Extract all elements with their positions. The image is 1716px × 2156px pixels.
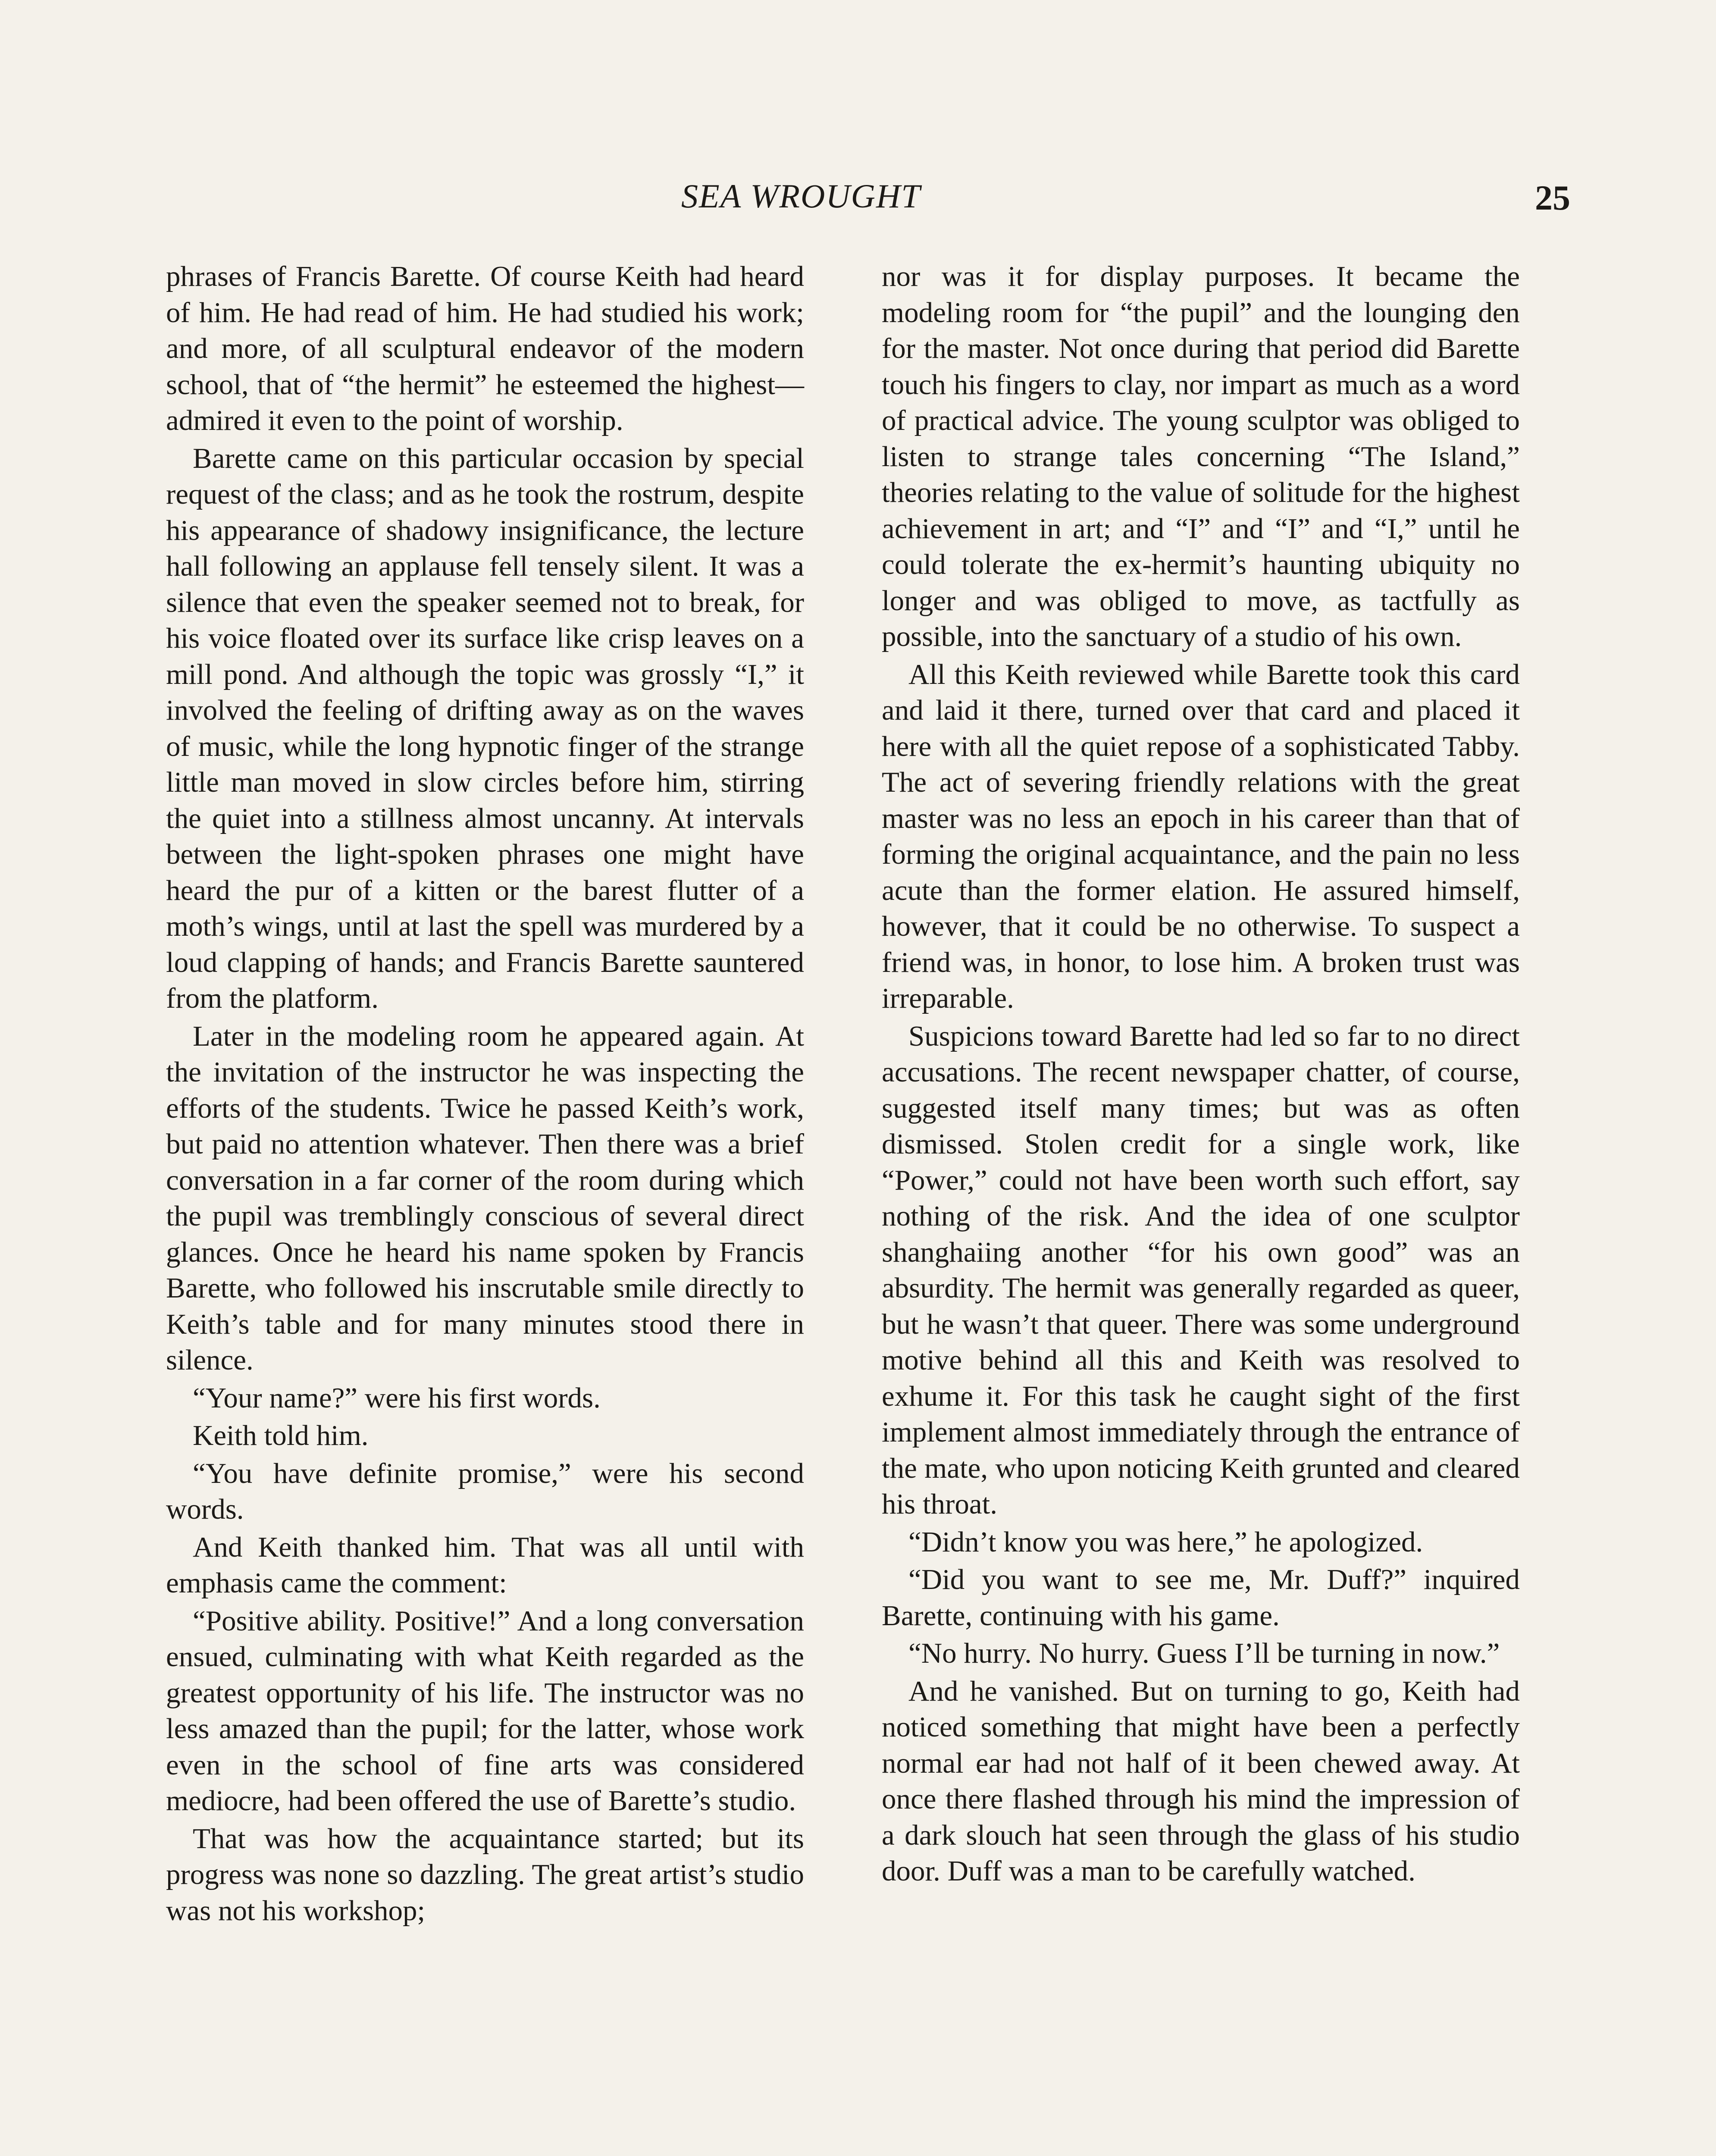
paragraph: And he vanished. But on turning to go, Keith had noticed something that might have been a perfectly normal ear had not half of it been chewed away. At once there flashed through his mind the impression of a dark slouch hat seen through the glass of his studio door. Duff was a man to be carefully watched.: [882, 1675, 1520, 1887]
right-column: [882, 259, 1520, 1891]
running-header: [0, 177, 1716, 229]
paragraph: nor was it for display purposes. It became the modeling room for “the pupil” and the lounging den for the master. Not once during that period did Barette touch his fingers to clay, nor impart as much as a word of practical advice. The young sculptor was obliged to listen to strange tales concerning “The Island,” theories relating to the value of solitude for the highest achievement in art; and “I” and “I” and “I,” until he could tolerate the ex-hermit’s haunting ubiquity no longer and was obliged to move, as tactfully as possible, into the sanctuary of a studio of his own.: [882, 260, 1520, 652]
paragraph: “Positive ability. Positive!” And a long conversation ensued, culminating with what Keith regarded as the greatest opportunity of his life. The instructor was no less amazed than the pupil; for the latter, whose work even in the school of fine arts was considered mediocre, had been offered the use of Barette’s studio.: [166, 1604, 804, 1817]
paragraph: “No hurry. No hurry. Guess I’ll be turning in now.”: [908, 1637, 1500, 1669]
paragraph: Later in the modeling room he appeared again. At the invitation of the instructor he was inspecting the efforts of the students. Twice he passed Keith’s work, but paid no attention whatever. Then there was a brief conversation in a far corner of the room during which the pupil was tremblingly conscious of several direct glances. Once he heard his name spoken by Francis Barette, who followed his inscrutable smile directly to Keith’s table and for many minutes stood there in silence.: [166, 1020, 804, 1376]
paragraph: “You have definite promise,” were his second words.: [166, 1457, 804, 1525]
running-title: SEA WROUGHT: [681, 177, 921, 215]
paragraph: That was how the acquaintance started; but its progress was none so dazzling. The great artist’s studio was not his workshop;: [166, 1822, 804, 1927]
paragraph: All this Keith reviewed while Barette took this card and laid it there, turned over that card and placed it here with all the quiet repose of a sophisticated Tabby. The act of severing friendly relations with the great master was no less an epoch in his career than that of forming the original acquaintance, and the pain no less acute than the former elation. He assured himself, however, that it could be no otherwise. To suspect a friend was, in honor, to lose him. A broken trust was irreparable.: [882, 658, 1520, 1014]
left-column: [166, 259, 804, 1930]
paragraph: phrases of Francis Barette. Of course Keith had heard of him. He had read of him. He had studied his work; and more, of all sculptural endeavor of the modern school, that of “the hermit” he esteemed the highest—admired it even to the point of worship.: [166, 260, 804, 436]
paragraph: Barette came on this particular occasion by special request of the class; and as he took the rostrum, despite his appearance of shadowy insignificance, the lecture hall following an applause fell tensely silent. It was a silence that even the speaker seemed not to break, for his voice floated over its surface like crisp leaves on a mill pond. And although the topic was grossly “I,” it involved the feeling of drifting away as on the waves of music, while the long hypnotic finger of the strange little man moved in slow circles before him, stirring the quiet into a stillness almost uncanny. At intervals between the light-spoken phrases one might have heard the pur of a kitten or the barest flutter of a moth’s wings, until at last the spell was murdered by a loud clapping of hands; and Francis Barette sauntered from the platform.: [166, 442, 804, 1014]
paragraph: Keith told him.: [193, 1420, 369, 1451]
paragraph: And Keith thanked him. That was all until with emphasis came the comment:: [166, 1531, 804, 1599]
paragraph: “Your name?” were his first words.: [193, 1382, 601, 1414]
page-number: 25: [1535, 178, 1570, 217]
paragraph: “Didn’t know you was here,” he apologized.: [908, 1526, 1423, 1558]
paragraph: “Did you want to see me, Mr. Duff?” inquired Barette, continuing with his game.: [882, 1564, 1520, 1632]
paragraph: Suspicions toward Barette had led so far to no direct accusations. The recent newspaper chatter, of course, suggested itself many times; but was as often dismissed. Stolen credit for a single work, like “Power,” could not have been worth such effort, say nothing of the risk. And the idea of one sculptor shanghaiing another “for his own good” was an absurdity. The hermit was generally regarded as queer, but he wasn’t that queer. There was some underground motive behind all this and Keith was resolved to exhume it. For this task he caught sight of the first implement almost immediately through the entrance of the mate, who upon noticing Keith grunted and cleared his throat.: [882, 1020, 1520, 1520]
